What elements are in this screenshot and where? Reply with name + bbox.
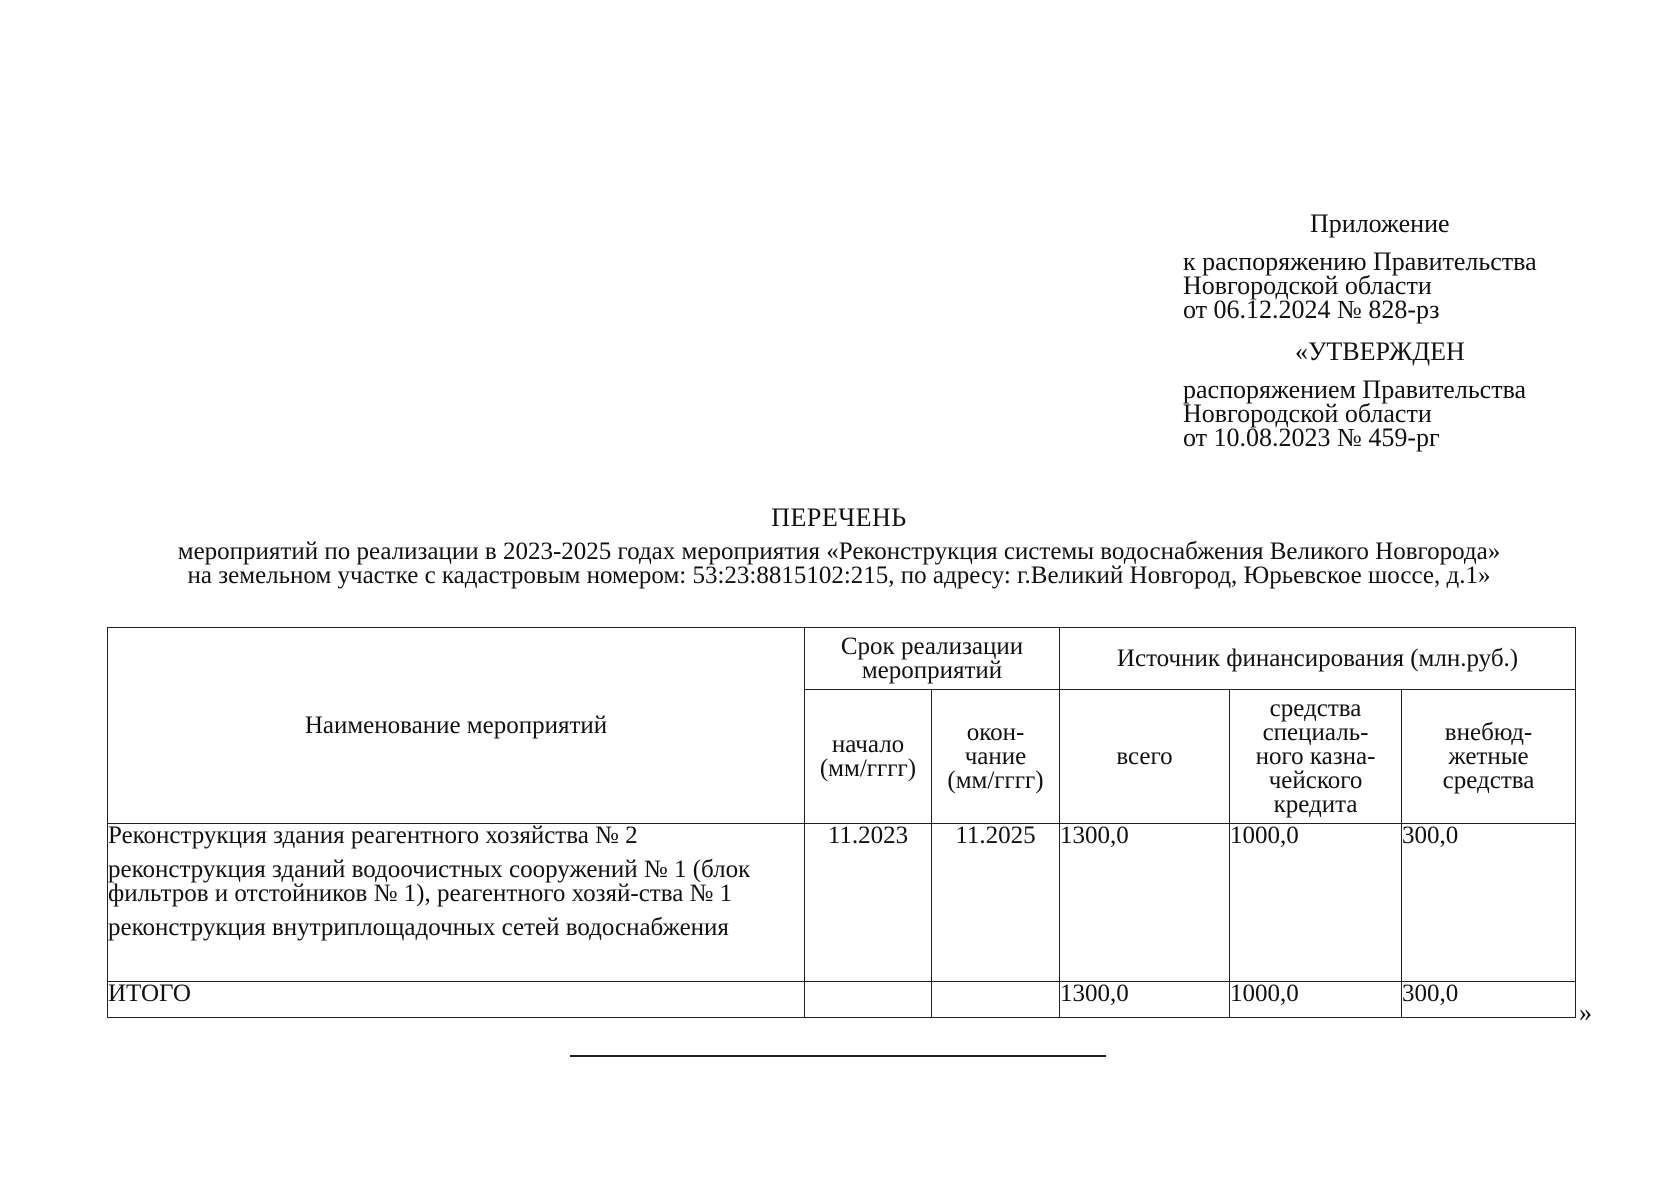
header-end: окон-чание (мм/гггг): [932, 690, 1060, 824]
start-date-cell: 11.2023: [805, 824, 932, 982]
header-funding: Источник финансирования (млн.руб.): [1060, 628, 1576, 690]
header-start: начало (мм/гггг): [805, 690, 932, 824]
total-extra-cell: 300,0: [1402, 982, 1576, 1018]
appendix-line: к распоряжению Правительства: [1183, 247, 1537, 276]
measure-name: реконструкция внутриплощадочных сетей водоснабжения: [108, 914, 729, 941]
bottom-divider: [570, 1055, 1106, 1057]
total-start-cell: [805, 982, 932, 1018]
list-subtitle: [100, 540, 1578, 588]
total-end-cell: [932, 982, 1060, 1018]
header-name: Наименование мероприятий: [108, 628, 805, 824]
header-period: Срок реализации мероприятий: [805, 628, 1060, 690]
measure-name: реконструкция зданий водоочистных сооружений № 1 (блок фильтров и отстойников № 1), реагентного хозяй-ства № 1: [108, 856, 751, 907]
list-subtitle-line: на земельном участке с кадастровым номером: 53:23:8815102:215, по адресу: г.Великий Новгород, Юрьевское шоссе, д.1»: [187, 562, 1491, 589]
measures-table: [107, 627, 1576, 1018]
total-credit-cell: 1000,0: [1230, 982, 1402, 1018]
header-extra: внебюд-жетные средства: [1402, 690, 1576, 824]
end-date-cell: 11.2025: [932, 824, 1060, 982]
credit-funding-cell: 1000,0: [1230, 824, 1402, 982]
table-row: [108, 824, 1576, 982]
appendix-line: от 06.12.2024 № 828-рз: [1183, 295, 1440, 324]
closing-quote: »: [1579, 998, 1592, 1027]
appendix-title: Приложение: [1310, 209, 1450, 238]
list-title: ПЕРЕЧЕНЬ: [771, 503, 907, 532]
approved-line: распоряжением Правительства: [1183, 375, 1527, 404]
approved-line: от 10.08.2023 № 459-рг: [1183, 423, 1440, 452]
measure-names-cell: [108, 824, 805, 982]
header-credit: средства специаль-ного казна-чейского кредита: [1230, 690, 1402, 824]
appendix-line: Новгородской области: [1183, 271, 1432, 300]
extra-funding-cell: 300,0: [1402, 824, 1576, 982]
list-subtitle-line: мероприятий по реализации в 2023-2025 годах мероприятия «Реконструкция системы водоснабжения Великого Новгорода»: [177, 538, 1501, 565]
measure-name: Реконструкция здания реагентного хозяйства № 2: [108, 822, 638, 849]
approved-line: Новгородской области: [1183, 399, 1432, 428]
appendix-block: [1183, 209, 1603, 452]
total-sum-cell: 1300,0: [1060, 982, 1230, 1018]
header-total: всего: [1060, 690, 1230, 824]
approved-title: «УТВЕРЖДЕН: [1295, 337, 1465, 366]
total-funding-cell: 1300,0: [1060, 824, 1230, 982]
total-label: ИТОГО: [108, 982, 805, 1018]
table-header-row: [108, 628, 1576, 690]
table-total-row: [108, 982, 1576, 1018]
